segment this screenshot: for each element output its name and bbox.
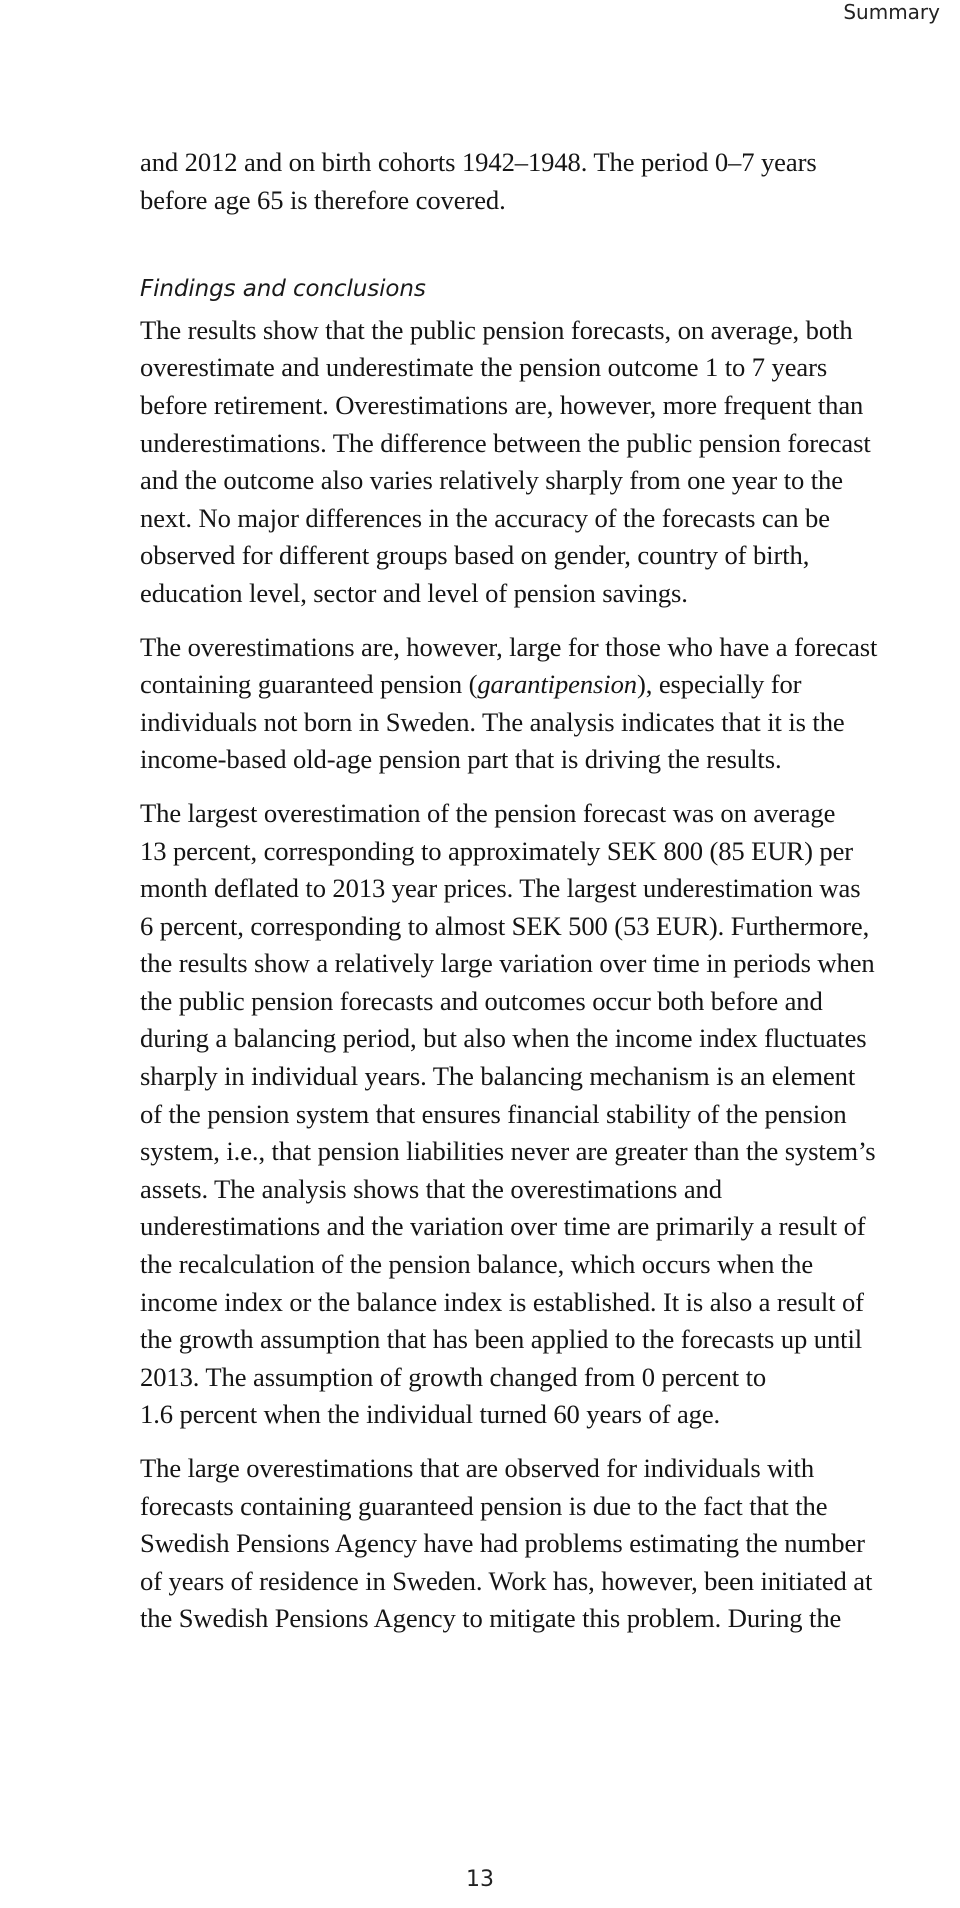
intro-paragraph: and 2012 and on birth cohorts 1942–1948. The period 0–7 years before age 65 is therefore covered. bbox=[140, 147, 817, 215]
paragraph-largest-overestimation: The largest overestimation of the pension forecast was on average 13 percent, corresponding to approximately SEK 800 (85 EUR) per month deflated to 2013 year prices. The largest underestimation was 6 percent, corresponding to almost SEK 500 (53 EUR). Furthermore, the results show a relatively large variation over time in periods when the public pension forecasts and outcomes occur both before and during a balancing period, but also when the income index fluctuates sharply in individual years. The balancing mechanism is an element of the pension system that ensures financial stability of the pension system, i.e., that pension liabilities never are greater than the system’s assets. The analysis shows that the overestimations and underestimations and the variation over time are primarily a result of the recalculation of the pension balance, which occurs when the income index or the balance index is established. It is also a result of the growth assumption that has been applied to the forecasts up until 2013. The assumption of growth changed from 0 percent to 1.6 percent when the individual turned 60 years of age. bbox=[140, 797, 876, 1430]
body-text bbox=[140, 144, 955, 1654]
paragraph-text-segment: ), especially for individuals not born in Sweden. The analysis indicates that it is the income-based old-age pension part that is driving the results. bbox=[140, 669, 845, 775]
paragraph-guaranteed-pension bbox=[140, 629, 955, 779]
page-number: 13 bbox=[466, 1867, 494, 1892]
running-header: Summary bbox=[843, 0, 940, 24]
paragraph-results: The results show that the public pension forecasts, on average, both overestimate and underestimate the pension outcome 1 to 7 years before retirement. Overestimations are, however, more frequent than underestimations. The difference between the public pension forecast and the outcome also varies relatively sharply from one year to the next. No major differences in the accuracy of the forecasts can be observed for different groups based on gender, country of birth, education level, sector and level of pension savings. bbox=[140, 314, 871, 608]
paragraph-text-segment: The overestimations are, however, large for those who have a forecast containing guaranteed pension ( bbox=[140, 631, 878, 700]
paragraph-residence-problem: The large overestimations that are observed for individuals with forecasts containing guaranteed pension is due to the fact that the Swedish Pensions Agency have had problems estimating the number of years of residence in Sweden. Work has, however, been initiated at the Swedish Pensions Agency to mitigate this problem. During the bbox=[140, 1453, 873, 1634]
italic-term: garantipension bbox=[477, 669, 637, 700]
section-heading: Findings and conclusions bbox=[140, 276, 426, 303]
